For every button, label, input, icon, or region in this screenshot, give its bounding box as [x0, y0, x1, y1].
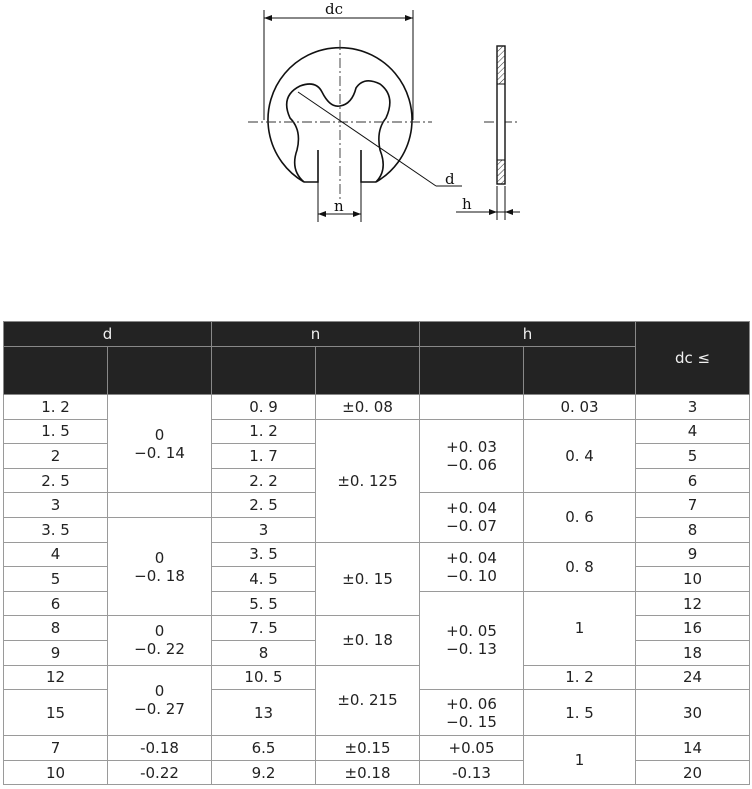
cell-h: 0. 6 — [524, 493, 636, 542]
cell-dc: 3 — [636, 395, 750, 420]
cell-h: 1 — [524, 591, 636, 665]
cell-n: 4. 5 — [212, 567, 316, 592]
cell-n: 13 — [212, 690, 316, 736]
cell-h-tol: +0. 04 −0. 10 — [420, 542, 524, 591]
cell-d: 1. 5 — [4, 419, 108, 444]
header-blank — [316, 347, 420, 395]
cell-dc: 9 — [636, 542, 750, 567]
cell-n: 8 — [212, 640, 316, 665]
cell-n: 10. 5 — [212, 665, 316, 690]
cell-h: 1. 5 — [524, 690, 636, 736]
cell-d: 7 — [4, 736, 108, 761]
header-dc-le: ≤ — [697, 349, 711, 367]
cell-n: 7. 5 — [212, 616, 316, 641]
arrow — [505, 209, 513, 215]
h-label: h — [462, 195, 472, 213]
cell-n: 2. 5 — [212, 493, 316, 518]
cell-h-tol: +0. 04 −0. 07 — [420, 493, 524, 542]
cell-n-tol: ±0. 08 — [316, 395, 420, 420]
cell-n: 0. 9 — [212, 395, 316, 420]
header-h: h — [420, 322, 636, 347]
cell-d: 4 — [4, 542, 108, 567]
cell-n: 2. 2 — [212, 468, 316, 493]
cell-d-tol: 0 −0. 18 — [108, 517, 212, 615]
cell-d: 6 — [4, 591, 108, 616]
header-blank — [108, 347, 212, 395]
cell-n: 3 — [212, 517, 316, 542]
cell-d: 9 — [4, 640, 108, 665]
cell-d: 2. 5 — [4, 468, 108, 493]
cell-h-tol: +0. 06 −0. 15 — [420, 690, 524, 736]
cell-n: 5. 5 — [212, 591, 316, 616]
cell-d-tol: 0 −0. 27 — [108, 665, 212, 736]
ring-inner-contour — [287, 81, 390, 182]
cell-n: 1. 2 — [212, 419, 316, 444]
cell-d-tol: 0 −0. 14 — [108, 395, 212, 493]
cell-d-tol: -0.18 — [108, 736, 212, 761]
header-blank — [4, 347, 108, 395]
arrow — [318, 211, 326, 217]
header-blank — [212, 347, 316, 395]
cell-dc: 12 — [636, 591, 750, 616]
cell-h-tol: +0. 03 −0. 06 — [420, 419, 524, 493]
header-dc — [636, 322, 750, 395]
cell-d: 10 — [4, 760, 108, 785]
cell-d: 15 — [4, 690, 108, 736]
cell-d: 1. 2 — [4, 395, 108, 420]
side-view — [497, 46, 505, 184]
cell-dc: 20 — [636, 760, 750, 785]
cell-h: 1. 2 — [524, 665, 636, 690]
cell-d: 3 — [4, 493, 108, 518]
cell-h: 1 — [524, 736, 636, 785]
e-ring-drawing — [0, 0, 752, 300]
header-n: n — [212, 322, 420, 347]
slot-right — [361, 150, 376, 182]
cell-n: 6.5 — [212, 736, 316, 761]
header-dc-label: dc — [674, 349, 693, 367]
arrow — [264, 15, 272, 21]
cell-dc: 8 — [636, 517, 750, 542]
cell-h-tol: +0. 05 −0. 13 — [420, 591, 524, 689]
cell-h: 0. 4 — [524, 419, 636, 493]
cell-n-tol: ±0. 18 — [316, 616, 420, 665]
arrow — [353, 211, 361, 217]
cell-dc: 18 — [636, 640, 750, 665]
cell-d: 5 — [4, 567, 108, 592]
cell-dc: 6 — [636, 468, 750, 493]
cell-dc: 24 — [636, 665, 750, 690]
header-blank — [524, 347, 636, 395]
cell-d-tol: 0 −0. 22 — [108, 616, 212, 665]
cell-dc: 10 — [636, 567, 750, 592]
cell-dc: 7 — [636, 493, 750, 518]
arrow — [405, 15, 413, 21]
cell-d: 12 — [4, 665, 108, 690]
cell-d: 8 — [4, 616, 108, 641]
cell-n: 9.2 — [212, 760, 316, 785]
cell-n-tol: ±0. 215 — [316, 665, 420, 736]
cell-h: 0. 03 — [524, 395, 636, 420]
header-blank — [420, 347, 524, 395]
cell-n: 3. 5 — [212, 542, 316, 567]
cell-dc: 16 — [636, 616, 750, 641]
cell-n: 1. 7 — [212, 444, 316, 469]
cell-n-tol: ±0. 125 — [316, 419, 420, 542]
d-label: d — [445, 170, 455, 188]
cell-dc: 4 — [636, 419, 750, 444]
cell-dc: 30 — [636, 690, 750, 736]
cell-dc: 14 — [636, 736, 750, 761]
cell-h-tol: -0.13 — [420, 760, 524, 785]
cell-d-tol-blank — [108, 493, 212, 518]
cell-n-tol: ±0.18 — [316, 760, 420, 785]
header-d: d — [4, 322, 212, 347]
arrow — [489, 209, 497, 215]
slot-left — [304, 150, 318, 182]
cell-n-tol: ±0.15 — [316, 736, 420, 761]
cell-h-tol-blank — [420, 395, 524, 420]
spec-table — [3, 321, 750, 785]
cell-h-tol: +0.05 — [420, 736, 524, 761]
cell-d-tol: -0.22 — [108, 760, 212, 785]
cell-n-tol: ±0. 15 — [316, 542, 420, 616]
cell-h: 0. 8 — [524, 542, 636, 591]
cell-d: 2 — [4, 444, 108, 469]
cell-d: 3. 5 — [4, 517, 108, 542]
n-label: n — [334, 197, 344, 215]
dc-label: dc — [325, 0, 344, 18]
cell-dc: 5 — [636, 444, 750, 469]
